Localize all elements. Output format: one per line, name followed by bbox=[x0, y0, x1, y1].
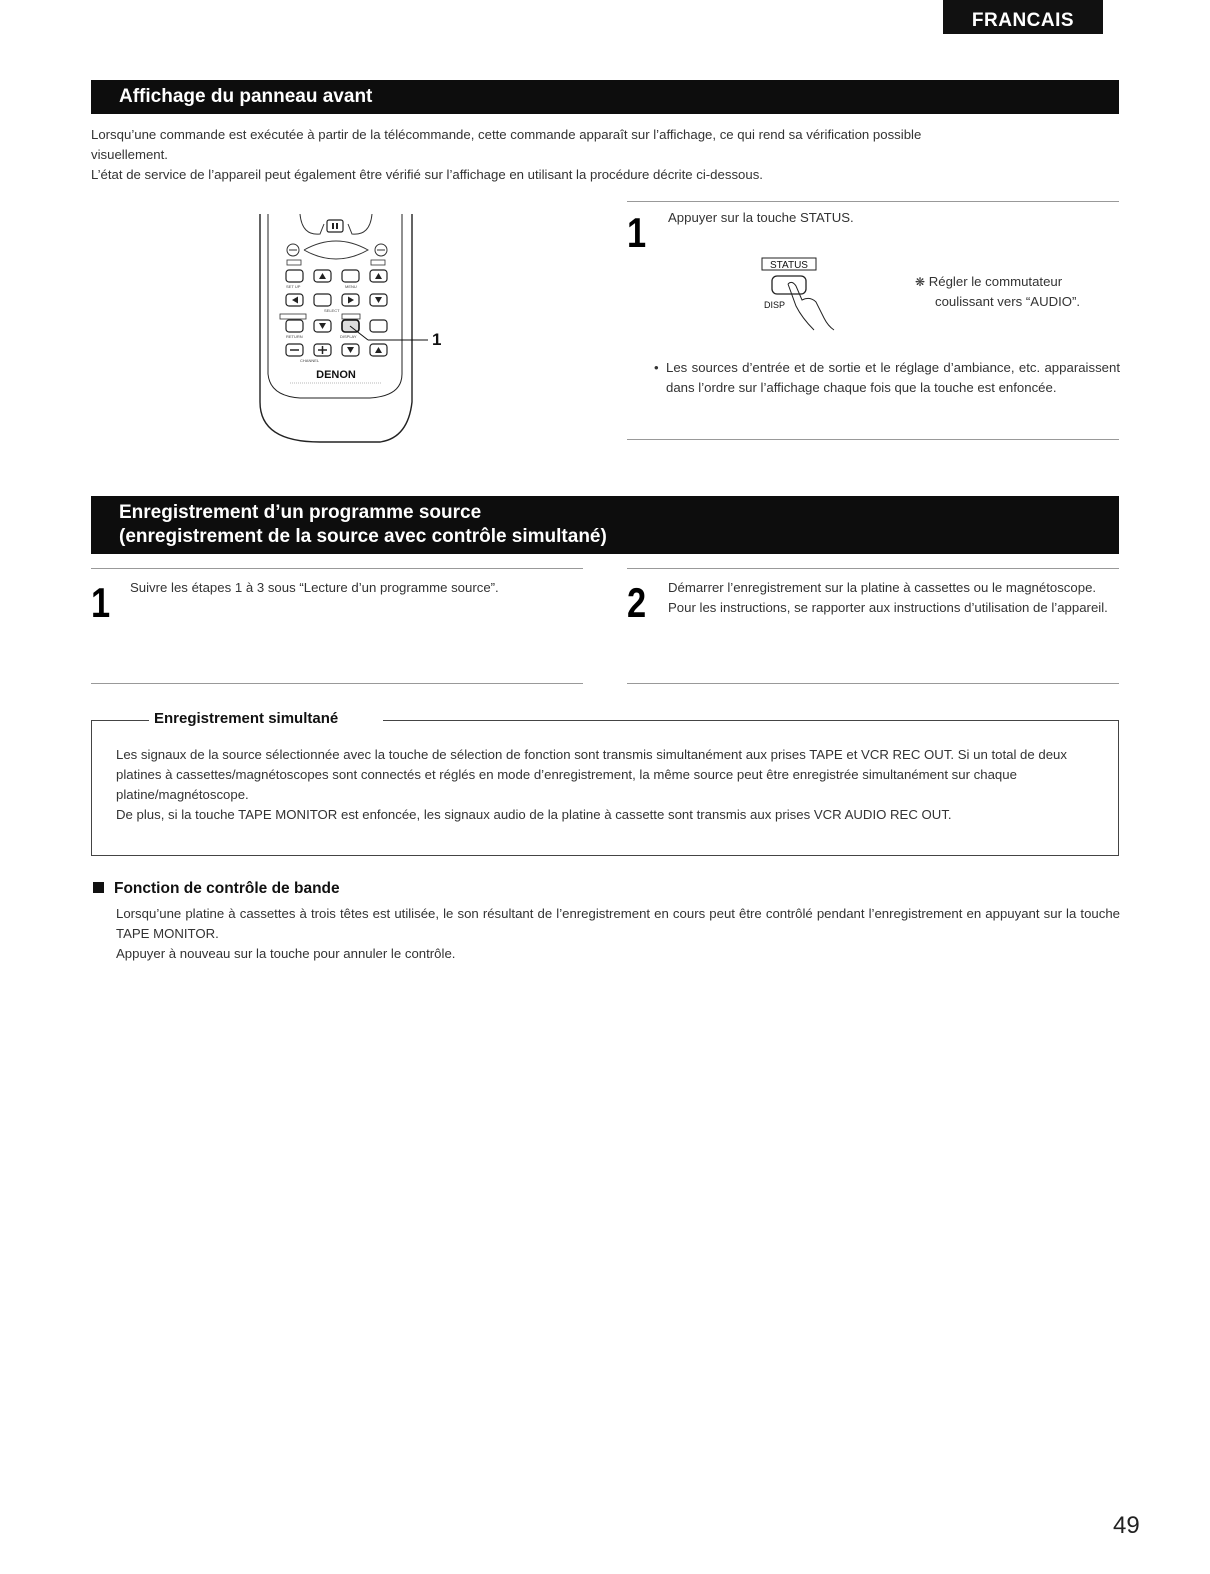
divider-s2-left-bottom bbox=[91, 683, 583, 684]
section-title-front-panel: Affichage du panneau avant bbox=[91, 80, 1119, 114]
box-paragraph-2: De plus, si la touche TAPE MONITOR est enfoncée, les signaux audio de la platine à cassette sont transmis aux prises VCR AUDIO REC OUT. bbox=[116, 807, 952, 822]
tape-monitor-paragraph-2: Appuyer à nouveau sur la touche pour annuler le contrôle. bbox=[116, 946, 456, 961]
status-button-figure bbox=[758, 256, 858, 336]
step-number-1: 1 bbox=[627, 209, 647, 256]
disp-label: DISP bbox=[764, 300, 786, 310]
bullet-text: Les sources d’entrée et de sortie et le réglage d’ambiance, etc. apparaissent dans l’ordre sur l’affichage chaque fois que la touche est enfoncée. bbox=[666, 360, 1120, 395]
step1-bullet bbox=[654, 358, 1120, 398]
step1-instruction: Appuyer sur la touche STATUS. bbox=[668, 210, 854, 225]
intro-line-2: visuellement. bbox=[91, 147, 168, 162]
language-tab: FRANCAIS bbox=[943, 0, 1103, 34]
remote-label-select: SELECT bbox=[324, 308, 340, 313]
intro-line-1: Lorsqu’une commande est exécutée à partir de la télécommande, cette commande apparaît sur l’affichage, ce qui rend sa vérification possible bbox=[91, 127, 922, 142]
callout-number: 1 bbox=[432, 330, 442, 349]
s2-step1-text: Suivre les étapes 1 à 3 sous “Lecture d’un programme source”. bbox=[130, 580, 499, 595]
box-text bbox=[116, 745, 1100, 825]
box-title: Enregistrement simultané bbox=[154, 710, 339, 727]
section-title-line-1: Enregistrement d’un programme source bbox=[119, 502, 482, 523]
page-number: 49 bbox=[1113, 1512, 1140, 1539]
remote-label-menu: MENU bbox=[345, 284, 357, 289]
box-top-line-left bbox=[91, 720, 149, 721]
section-title-recording bbox=[91, 496, 1119, 554]
divider-s2-right-top bbox=[627, 568, 1119, 569]
asterisk-icon: ❋ bbox=[915, 275, 926, 289]
divider-s2-right-bottom bbox=[627, 683, 1119, 684]
bullet-icon: • bbox=[654, 360, 659, 375]
switch-note bbox=[915, 272, 1125, 312]
intro-line-3: L’état de service de l’appareil peut également être vérifié sur l’affichage en utilisant la procédure décrite ci-dessous. bbox=[91, 167, 763, 182]
box-top-line-right bbox=[383, 720, 1119, 721]
square-bullet-icon bbox=[93, 882, 104, 893]
tape-monitor-heading: Fonction de contrôle de bande bbox=[93, 880, 340, 898]
s2-step-number-1: 1 bbox=[91, 579, 111, 626]
section-title-line-2: (enregistrement de la source avec contrôle simultané) bbox=[119, 526, 607, 547]
remote-label-display: DISPLAY bbox=[340, 334, 357, 339]
status-button-label: STATUS bbox=[770, 260, 808, 271]
remote-label-return: RETURN bbox=[286, 334, 303, 339]
divider-step1-bottom bbox=[627, 439, 1119, 440]
remote-label-setup: SET UP bbox=[286, 284, 301, 289]
box-paragraph-1: Les signaux de la source sélectionnée avec la touche de sélection de fonction sont transmis simultanément aux prises TAPE et VCR REC OUT. Si un total de deux platines à cassettes/magnétoscopes sont connectés et réglés en mode d’enregistrement, la même source peut être enregistrée simultanément sur chaque platine/magnétoscope. bbox=[116, 747, 1067, 802]
tape-monitor-paragraph-1: Lorsqu’une platine à cassettes à trois têtes est utilisée, le son résultant de l’enregistrement en cours peut être contrôlé pendant l’enregistrement en appuyant sur la touche TAPE MONITOR. bbox=[116, 906, 1120, 941]
remote-label-channel: CHANNEL bbox=[300, 358, 320, 363]
divider-s2-left-top bbox=[91, 568, 583, 569]
remote-brand-logo: DENON bbox=[316, 369, 356, 381]
tape-monitor-text bbox=[116, 904, 1120, 964]
note-line-2: coulissant vers “AUDIO”. bbox=[935, 294, 1081, 309]
s2-step2-line-2: Pour les instructions, se rapporter aux instructions d’utilisation de l’appareil. bbox=[668, 600, 1108, 615]
s2-step2-line-1: Démarrer l’enregistrement sur la platine à cassettes ou le magnétoscope. bbox=[668, 580, 1097, 595]
s2-step-number-2: 2 bbox=[627, 579, 647, 626]
intro-paragraph bbox=[91, 125, 1121, 185]
remote-control-illustration bbox=[240, 214, 460, 446]
s2-step2-text bbox=[668, 578, 1120, 618]
remote-control-drawing bbox=[240, 214, 460, 446]
divider-step1-top bbox=[627, 201, 1119, 202]
note-line-1: ❋ Régler le commutateur bbox=[915, 274, 1063, 289]
